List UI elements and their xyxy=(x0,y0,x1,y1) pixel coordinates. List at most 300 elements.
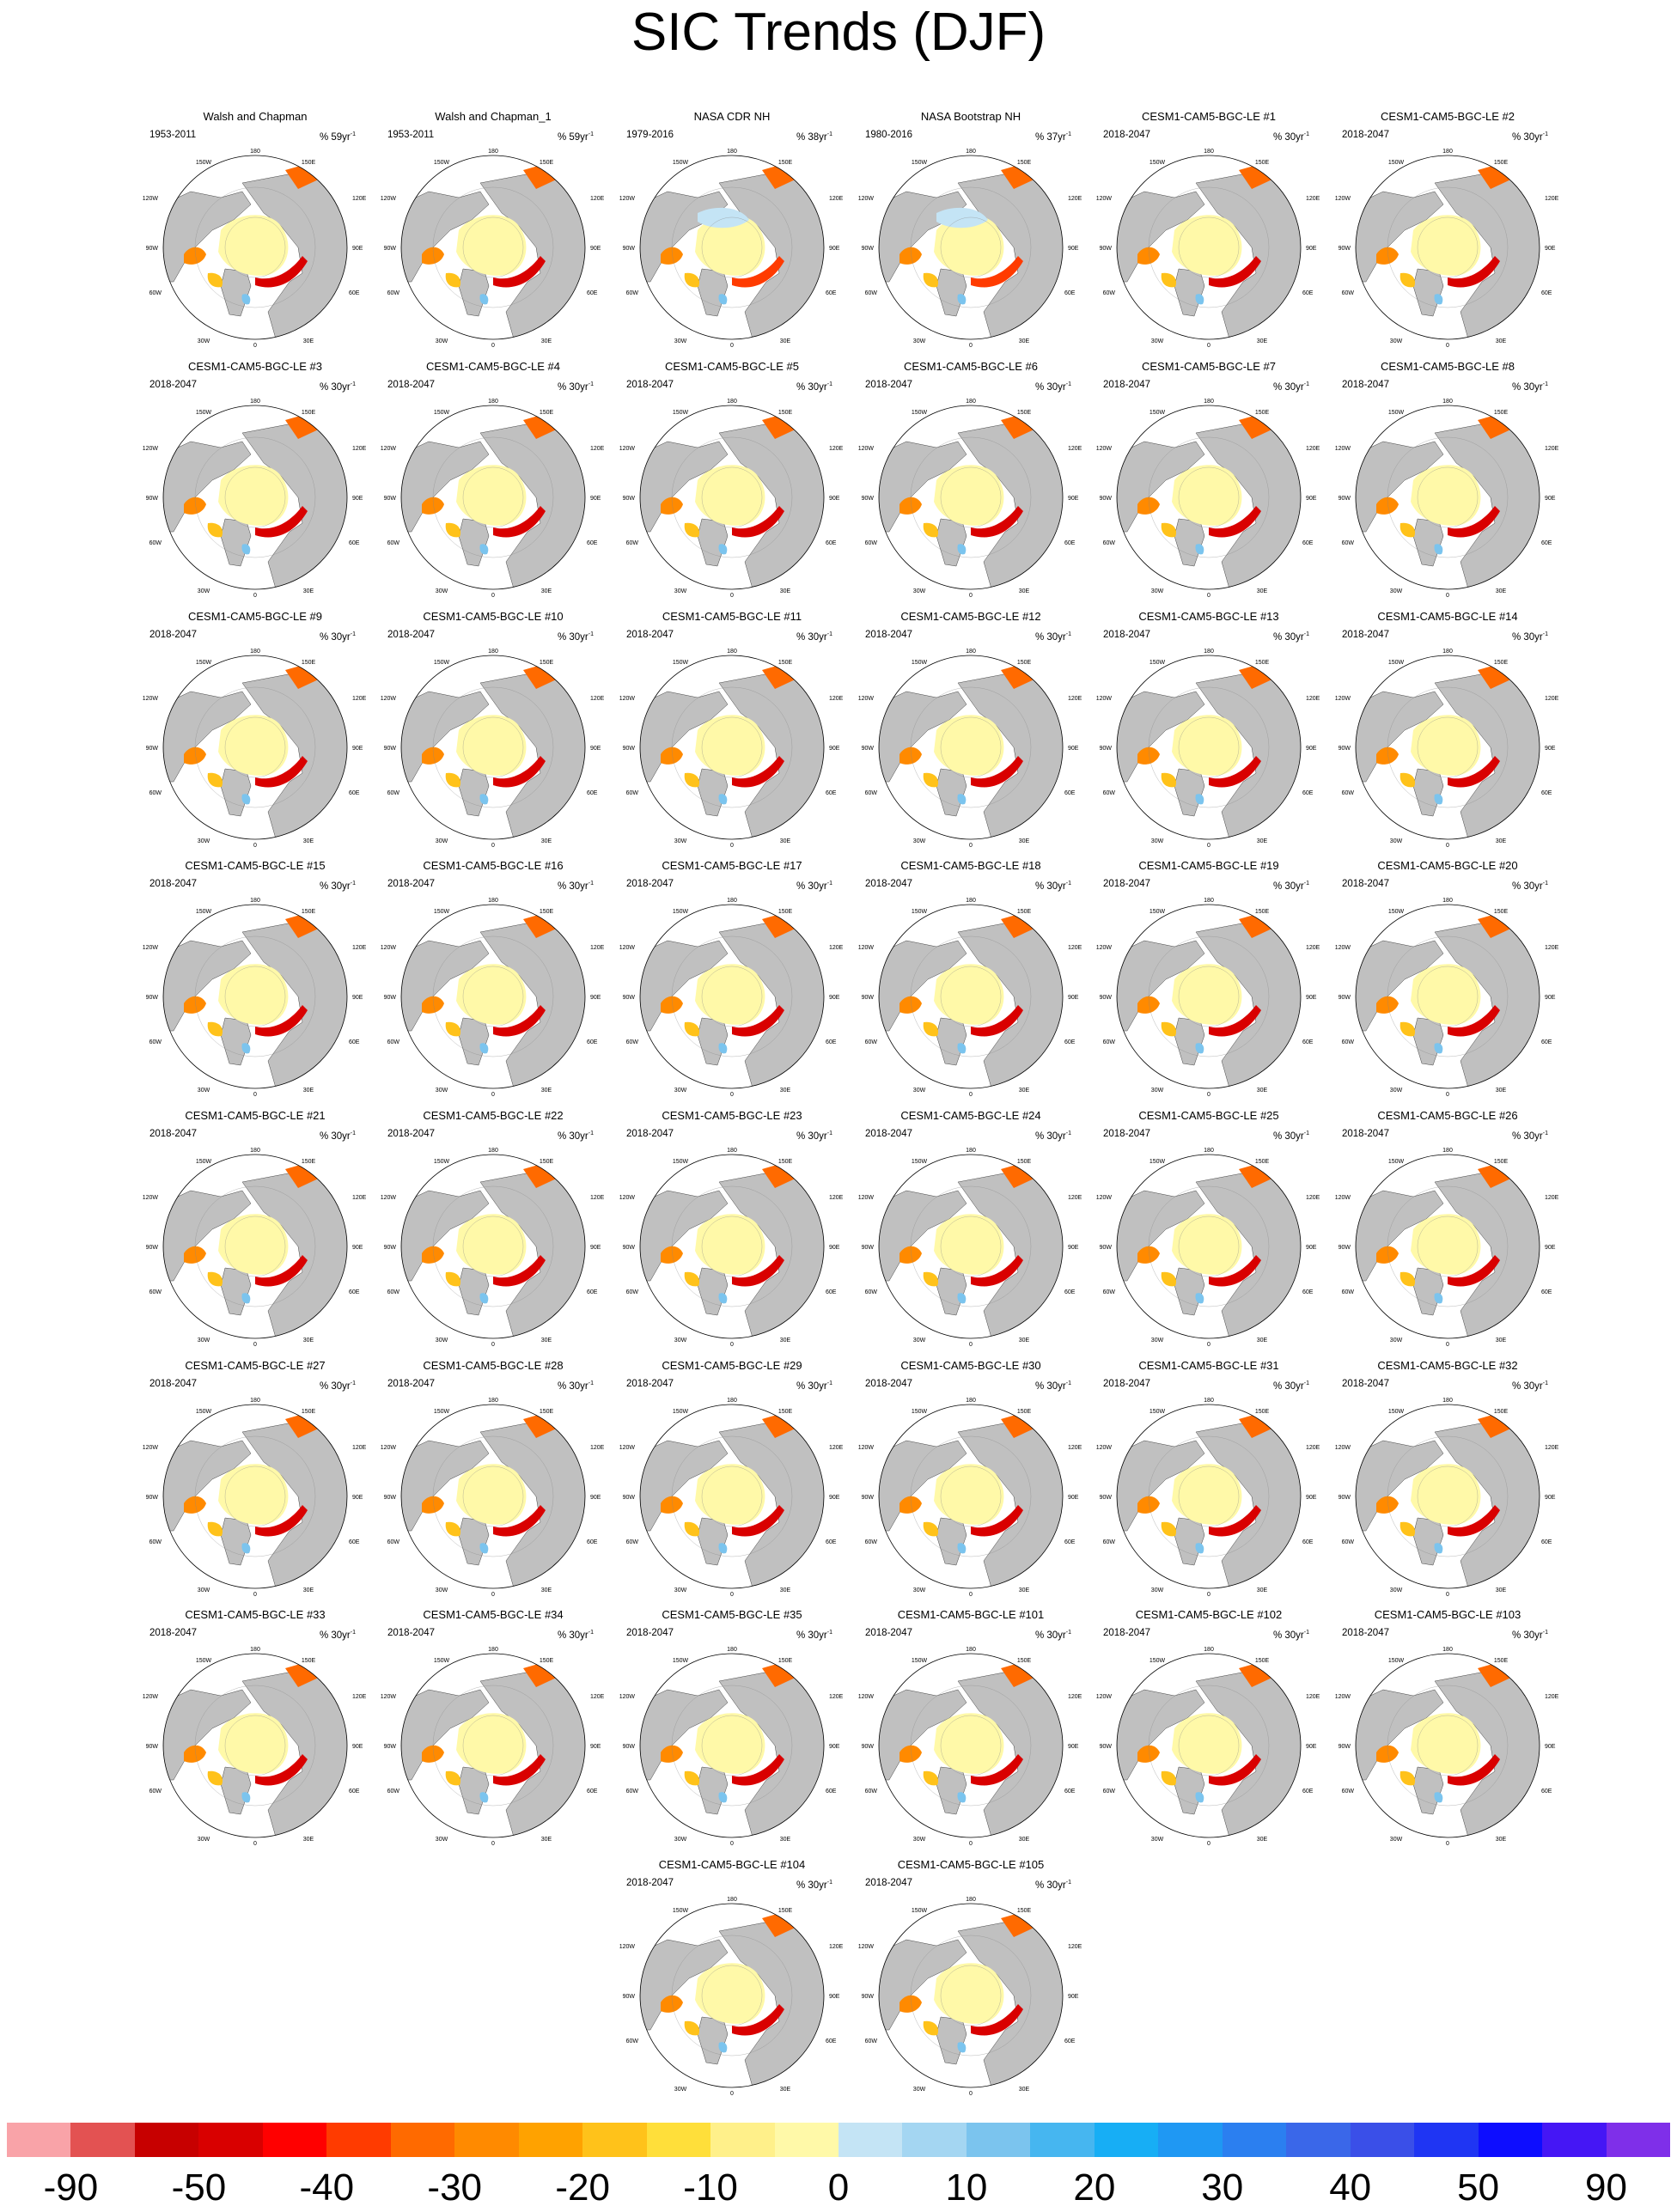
lon-label-120e: 120E xyxy=(1545,1195,1559,1201)
lon-label-180: 180 xyxy=(1442,1647,1453,1653)
map-panel xyxy=(139,859,371,1100)
lon-label-90w: 90W xyxy=(145,1744,158,1750)
lon-label-30w: 30W xyxy=(197,588,210,594)
map-panel xyxy=(616,110,848,350)
panel-period: 2018-2047 xyxy=(865,380,912,390)
panel-title: CESM1-CAM5-BGC-LE #7 xyxy=(1141,360,1277,373)
lon-label-30e: 30E xyxy=(779,1338,791,1344)
panel-period: 2018-2047 xyxy=(1103,1379,1150,1389)
polar-stereographic-map xyxy=(1332,110,1564,350)
panel-period: 2018-2047 xyxy=(1103,630,1150,640)
lon-label-30e: 30E xyxy=(779,2087,791,2093)
panel-units: % $37yr^{-1}$ xyxy=(1034,131,1071,143)
lon-label-0: 0 xyxy=(1446,1592,1449,1598)
lon-label-120e: 120E xyxy=(829,196,844,202)
lon-label-30e: 30E xyxy=(540,588,552,594)
panel-title: CESM1-CAM5-BGC-LE #23 xyxy=(662,1109,802,1122)
map-panel xyxy=(377,610,609,850)
lon-label-30e: 30E xyxy=(1256,338,1268,344)
lon-label-90e: 90E xyxy=(829,1245,840,1251)
lon-label-120w: 120W xyxy=(380,1445,396,1451)
lon-label-150e: 150E xyxy=(1254,660,1270,666)
lon-label-150w: 150W xyxy=(1387,1409,1405,1415)
lon-label-150e: 150E xyxy=(539,660,554,666)
lon-label-30e: 30E xyxy=(1495,588,1507,594)
lon-label-180: 180 xyxy=(250,898,260,904)
lon-label-120e: 120E xyxy=(829,1195,844,1201)
lon-label-60e: 60E xyxy=(1064,1039,1076,1045)
lon-label-90e: 90E xyxy=(1306,1245,1317,1251)
colorbar-label: -10 xyxy=(683,2166,738,2209)
lon-label-30e: 30E xyxy=(302,1837,314,1843)
map-panel xyxy=(139,610,371,850)
panel-units: % $30yr^{-1}$ xyxy=(1272,1130,1309,1142)
colorbar-swatch xyxy=(838,2123,903,2157)
lon-label-120w: 120W xyxy=(380,945,396,951)
panel-title: CESM1-CAM5-BGC-LE #18 xyxy=(900,859,1041,872)
polar-stereographic-map xyxy=(1332,1109,1564,1350)
colorbar-label: -40 xyxy=(299,2166,355,2209)
lon-label-60w: 60W xyxy=(1102,1039,1115,1045)
panel-title: CESM1-CAM5-BGC-LE #34 xyxy=(423,1608,564,1621)
lon-label-60w: 60W xyxy=(149,1039,162,1045)
lon-label-90w: 90W xyxy=(1338,1245,1351,1251)
map-panel xyxy=(1332,610,1564,850)
lon-label-30w: 30W xyxy=(197,1338,210,1344)
lon-label-60w: 60W xyxy=(1102,790,1115,796)
map-panel xyxy=(616,1109,848,1350)
lon-label-30e: 30E xyxy=(1256,1338,1268,1344)
panel-title: CESM1-CAM5-BGC-LE #12 xyxy=(900,610,1041,623)
lon-label-120e: 120E xyxy=(829,446,844,452)
panel-units: % $30yr^{-1}$ xyxy=(1272,1380,1309,1392)
lon-label-120w: 120W xyxy=(1095,945,1112,951)
lon-label-90w: 90W xyxy=(861,995,874,1001)
lon-label-120e: 120E xyxy=(352,945,367,951)
lon-label-90e: 90E xyxy=(1306,746,1317,752)
panel-title: CESM1-CAM5-BGC-LE #101 xyxy=(897,1608,1045,1621)
panel-units: % $30yr^{-1}$ xyxy=(1511,881,1548,892)
panel-units: % $30yr^{-1}$ xyxy=(1034,1880,1071,1891)
lon-label-90e: 90E xyxy=(590,1245,601,1251)
lon-label-120w: 120W xyxy=(619,1445,635,1451)
lon-label-30w: 30W xyxy=(435,338,448,344)
map-panel xyxy=(1332,1359,1564,1600)
panel-title: CESM1-CAM5-BGC-LE #4 xyxy=(425,360,561,373)
lon-label-180: 180 xyxy=(966,1897,976,1903)
colorbar-swatch xyxy=(519,2123,583,2157)
lon-label-60w: 60W xyxy=(387,540,399,546)
colorbar-label: 30 xyxy=(1201,2166,1244,2209)
lon-label-0: 0 xyxy=(730,2091,734,2097)
lon-label-180: 180 xyxy=(1204,1398,1214,1404)
map-panel xyxy=(377,360,609,600)
lon-label-30w: 30W xyxy=(1150,338,1164,344)
polar-stereographic-map xyxy=(616,1109,848,1350)
panel-period: 2018-2047 xyxy=(1342,130,1389,140)
lon-label-150w: 150W xyxy=(1387,160,1405,166)
lon-label-60w: 60W xyxy=(1341,1039,1354,1045)
lon-label-90w: 90W xyxy=(622,246,635,252)
lon-label-120e: 120E xyxy=(1306,1694,1320,1700)
lon-label-60w: 60W xyxy=(149,1788,162,1795)
lon-label-90w: 90W xyxy=(861,1245,874,1251)
lon-label-30w: 30W xyxy=(1389,588,1403,594)
lon-label-60e: 60E xyxy=(826,290,837,296)
lon-label-120w: 120W xyxy=(619,196,635,202)
polar-stereographic-map xyxy=(616,1359,848,1600)
lon-label-30w: 30W xyxy=(1389,1338,1403,1344)
panel-units: % $30yr^{-1}$ xyxy=(796,881,832,892)
lon-label-30w: 30W xyxy=(674,838,687,844)
lon-label-120e: 120E xyxy=(352,1694,367,1700)
colorbar-swatch xyxy=(263,2123,327,2157)
lon-label-0: 0 xyxy=(1446,1841,1449,1847)
lon-label-0: 0 xyxy=(1207,1342,1210,1348)
lon-label-150e: 150E xyxy=(778,1159,793,1165)
lon-label-150w: 150W xyxy=(195,160,212,166)
lon-label-90e: 90E xyxy=(829,1744,840,1750)
lon-label-60w: 60W xyxy=(149,1539,162,1545)
polar-stereographic-map xyxy=(139,110,371,350)
lon-label-90w: 90W xyxy=(1099,246,1112,252)
lon-label-90e: 90E xyxy=(352,246,363,252)
lon-label-30w: 30W xyxy=(912,338,926,344)
lon-label-120e: 120E xyxy=(1306,945,1320,951)
lon-label-30e: 30E xyxy=(1495,1088,1507,1094)
lon-label-0: 0 xyxy=(969,343,973,349)
lon-label-90e: 90E xyxy=(1545,995,1556,1001)
lon-label-180: 180 xyxy=(488,399,498,405)
lon-label-90w: 90W xyxy=(622,995,635,1001)
colorbar-swatch xyxy=(391,2123,455,2157)
panel-title: Walsh and Chapman_1 xyxy=(435,110,552,123)
polar-stereographic-map xyxy=(377,1608,609,1849)
polar-stereographic-map xyxy=(616,1608,848,1849)
lon-label-90e: 90E xyxy=(829,1495,840,1501)
lon-label-120e: 120E xyxy=(590,1195,605,1201)
map-panel xyxy=(1093,110,1325,350)
lon-label-30w: 30W xyxy=(674,588,687,594)
polar-stereographic-map xyxy=(616,859,848,1100)
lon-label-90w: 90W xyxy=(145,995,158,1001)
panel-period: 2018-2047 xyxy=(865,1628,912,1638)
colorbar-label: -30 xyxy=(427,2166,483,2209)
lon-label-60w: 60W xyxy=(1341,1539,1354,1545)
lon-label-60e: 60E xyxy=(1064,2038,1076,2044)
lon-label-90e: 90E xyxy=(1068,246,1079,252)
map-panel xyxy=(616,610,848,850)
lon-label-60w: 60W xyxy=(1102,290,1115,296)
lon-label-120e: 120E xyxy=(1068,1694,1082,1700)
panel-period: 2018-2047 xyxy=(626,1628,674,1638)
panel-units: % $30yr^{-1}$ xyxy=(1511,381,1548,393)
lon-label-150e: 150E xyxy=(1254,160,1270,166)
lon-label-180: 180 xyxy=(727,1148,737,1154)
lon-label-90w: 90W xyxy=(383,995,396,1001)
lon-label-120e: 120E xyxy=(1068,945,1082,951)
lon-label-150e: 150E xyxy=(1016,1658,1032,1664)
lon-label-120w: 120W xyxy=(857,1445,874,1451)
lon-label-60e: 60E xyxy=(826,1788,837,1795)
lon-label-120e: 120E xyxy=(352,1445,367,1451)
lon-label-180: 180 xyxy=(250,1398,260,1404)
panel-title: CESM1-CAM5-BGC-LE #3 xyxy=(187,360,323,373)
lon-label-120e: 120E xyxy=(1545,196,1559,202)
map-panel xyxy=(1093,1109,1325,1350)
lon-label-30e: 30E xyxy=(302,338,314,344)
lon-label-150e: 150E xyxy=(1254,1409,1270,1415)
lon-label-90e: 90E xyxy=(1068,1495,1079,1501)
lon-label-90w: 90W xyxy=(145,1495,158,1501)
lon-label-30e: 30E xyxy=(540,1088,552,1094)
polar-stereographic-map xyxy=(1093,1359,1325,1600)
lon-label-0: 0 xyxy=(1207,593,1210,599)
lon-label-30e: 30E xyxy=(779,1088,791,1094)
polar-stereographic-map xyxy=(139,1359,371,1600)
lon-label-150w: 150W xyxy=(911,1908,928,1914)
lon-label-150e: 150E xyxy=(1016,410,1032,416)
lon-label-120w: 120W xyxy=(857,1195,874,1201)
lon-label-30e: 30E xyxy=(1495,1587,1507,1593)
lon-label-150w: 150W xyxy=(911,1159,928,1165)
panel-title: CESM1-CAM5-BGC-LE #19 xyxy=(1138,859,1279,872)
lon-label-60e: 60E xyxy=(587,1539,598,1545)
lon-label-150e: 150E xyxy=(301,1658,316,1664)
polar-stereographic-map xyxy=(616,610,848,850)
panel-title: CESM1-CAM5-BGC-LE #25 xyxy=(1138,1109,1279,1122)
lon-label-90e: 90E xyxy=(1068,1994,1079,2000)
lon-label-120w: 120W xyxy=(857,196,874,202)
lon-label-120e: 120E xyxy=(829,1445,844,1451)
lon-label-30w: 30W xyxy=(197,338,210,344)
lon-label-120w: 120W xyxy=(380,196,396,202)
lon-label-60w: 60W xyxy=(864,290,877,296)
panel-units: % $30yr^{-1}$ xyxy=(1511,1630,1548,1641)
lon-label-30e: 30E xyxy=(1018,1338,1030,1344)
polar-stereographic-map xyxy=(1093,859,1325,1100)
lon-label-150e: 150E xyxy=(301,909,316,915)
polar-stereographic-map xyxy=(855,1858,1087,2099)
polar-stereographic-map xyxy=(377,360,609,600)
panel-units: % $30yr^{-1}$ xyxy=(796,1630,832,1641)
lon-label-90w: 90W xyxy=(622,1245,635,1251)
lon-label-90w: 90W xyxy=(622,496,635,502)
lon-label-60e: 60E xyxy=(1064,290,1076,296)
map-panel xyxy=(616,360,848,600)
lon-label-150w: 150W xyxy=(195,410,212,416)
panel-period: 2018-2047 xyxy=(1342,630,1389,640)
lon-label-30w: 30W xyxy=(912,838,926,844)
lon-label-90w: 90W xyxy=(383,246,396,252)
lon-label-150w: 150W xyxy=(672,1159,689,1165)
panel-title: CESM1-CAM5-BGC-LE #105 xyxy=(897,1858,1045,1871)
panel-period: 2018-2047 xyxy=(626,630,674,640)
panel-title: CESM1-CAM5-BGC-LE #31 xyxy=(1138,1359,1279,1372)
polar-stereographic-map xyxy=(616,1858,848,2099)
lon-label-30e: 30E xyxy=(1018,2087,1030,2093)
lon-label-150w: 150W xyxy=(672,1658,689,1664)
lon-label-150e: 150E xyxy=(1254,909,1270,915)
panel-period: 2018-2047 xyxy=(626,380,674,390)
lon-label-60w: 60W xyxy=(1341,1788,1354,1795)
lon-label-30w: 30W xyxy=(1389,1088,1403,1094)
colorbar-label: 90 xyxy=(1585,2166,1627,2209)
lon-label-30e: 30E xyxy=(1495,1338,1507,1344)
lon-label-30e: 30E xyxy=(779,338,791,344)
lon-label-90e: 90E xyxy=(829,246,840,252)
lon-label-0: 0 xyxy=(253,843,257,849)
lon-label-0: 0 xyxy=(253,1342,257,1348)
lon-label-120e: 120E xyxy=(1306,446,1320,452)
lon-label-150w: 150W xyxy=(195,660,212,666)
panel-units: % $30yr^{-1}$ xyxy=(796,381,832,393)
map-panel xyxy=(1332,1608,1564,1849)
lon-label-150w: 150W xyxy=(911,660,928,666)
polar-stereographic-map xyxy=(139,610,371,850)
lon-label-60w: 60W xyxy=(864,2038,877,2044)
lon-label-30e: 30E xyxy=(1018,1837,1030,1843)
lon-label-120w: 120W xyxy=(1334,196,1351,202)
lon-label-90e: 90E xyxy=(1306,1495,1317,1501)
lon-label-90e: 90E xyxy=(829,1994,840,2000)
panel-units: % $30yr^{-1}$ xyxy=(319,881,356,892)
panel-units: % $30yr^{-1}$ xyxy=(796,1880,832,1891)
figure-title: SIC Trends (DJF) xyxy=(631,3,1046,62)
colorbar-swatch xyxy=(710,2123,775,2157)
lon-label-60w: 60W xyxy=(387,1539,399,1545)
lon-label-90w: 90W xyxy=(1099,1495,1112,1501)
lon-label-180: 180 xyxy=(1442,649,1453,655)
lon-label-90w: 90W xyxy=(383,1495,396,1501)
lon-label-30e: 30E xyxy=(1256,588,1268,594)
map-panel xyxy=(377,1109,609,1350)
lon-label-120w: 120W xyxy=(1334,1445,1351,1451)
map-panel xyxy=(616,1359,848,1600)
lon-label-180: 180 xyxy=(250,1148,260,1154)
lon-label-120e: 120E xyxy=(352,696,367,702)
polar-stereographic-map xyxy=(1093,1109,1325,1350)
panel-period: 2018-2047 xyxy=(387,1628,435,1638)
map-panel xyxy=(139,1359,371,1600)
lon-label-60w: 60W xyxy=(864,790,877,796)
colorbar-swatch xyxy=(1542,2123,1607,2157)
colorbar-swatch xyxy=(1095,2123,1159,2157)
lon-label-30w: 30W xyxy=(197,838,210,844)
lon-label-0: 0 xyxy=(730,843,734,849)
lon-label-150e: 150E xyxy=(1493,1159,1509,1165)
polar-stereographic-map xyxy=(855,1109,1087,1350)
panel-period: 2018-2047 xyxy=(1342,1628,1389,1638)
lon-label-120e: 120E xyxy=(590,945,605,951)
colorbar-swatch xyxy=(135,2123,199,2157)
polar-stereographic-map xyxy=(616,110,848,350)
lon-label-90e: 90E xyxy=(590,746,601,752)
lon-label-60w: 60W xyxy=(387,1039,399,1045)
lon-label-30e: 30E xyxy=(540,338,552,344)
panel-title: CESM1-CAM5-BGC-LE #9 xyxy=(187,610,323,623)
lon-label-60w: 60W xyxy=(1341,290,1354,296)
lon-label-90w: 90W xyxy=(1338,1744,1351,1750)
lon-label-0: 0 xyxy=(253,1592,257,1598)
lon-label-120w: 120W xyxy=(1334,446,1351,452)
panel-title: CESM1-CAM5-BGC-LE #6 xyxy=(903,360,1039,373)
lon-label-90w: 90W xyxy=(1338,246,1351,252)
panel-title: NASA Bootstrap NH xyxy=(920,110,1021,123)
panel-units: % $30yr^{-1}$ xyxy=(796,1380,832,1392)
lon-label-120e: 120E xyxy=(352,196,367,202)
map-panel xyxy=(1093,1359,1325,1600)
lon-label-150w: 150W xyxy=(672,909,689,915)
lon-label-120e: 120E xyxy=(352,1195,367,1201)
lon-label-120w: 120W xyxy=(1095,1445,1112,1451)
polar-stereographic-map xyxy=(1332,859,1564,1100)
panel-title: CESM1-CAM5-BGC-LE #102 xyxy=(1135,1608,1283,1621)
lon-label-30e: 30E xyxy=(302,1338,314,1344)
lon-label-30w: 30W xyxy=(1389,838,1403,844)
lon-label-60e: 60E xyxy=(826,2038,837,2044)
lon-label-60e: 60E xyxy=(1302,1289,1314,1295)
lon-label-90w: 90W xyxy=(622,1994,635,2000)
lon-label-180: 180 xyxy=(966,149,976,155)
lon-label-180: 180 xyxy=(1204,399,1214,405)
lon-label-120w: 120W xyxy=(142,196,158,202)
lon-label-90e: 90E xyxy=(352,1245,363,1251)
polar-stereographic-map xyxy=(855,610,1087,850)
lon-label-120e: 120E xyxy=(1068,196,1082,202)
colorbar-swatch xyxy=(1479,2123,1543,2157)
lon-label-120e: 120E xyxy=(1545,696,1559,702)
lon-label-60e: 60E xyxy=(1541,1539,1552,1545)
lon-label-90e: 90E xyxy=(829,995,840,1001)
lon-label-180: 180 xyxy=(966,1647,976,1653)
lon-label-30e: 30E xyxy=(1018,1088,1030,1094)
lon-label-90e: 90E xyxy=(590,1495,601,1501)
lon-label-180: 180 xyxy=(488,149,498,155)
lon-label-0: 0 xyxy=(1446,1342,1449,1348)
lon-label-120w: 120W xyxy=(857,1944,874,1950)
lon-label-30w: 30W xyxy=(197,1837,210,1843)
lon-label-90e: 90E xyxy=(590,496,601,502)
lon-label-60w: 60W xyxy=(1341,790,1354,796)
lon-label-90w: 90W xyxy=(861,246,874,252)
colorbar-label: 20 xyxy=(1073,2166,1116,2209)
map-panel xyxy=(139,1608,371,1849)
lon-label-150w: 150W xyxy=(195,1658,212,1664)
lon-label-60e: 60E xyxy=(1064,790,1076,796)
lon-label-0: 0 xyxy=(730,1592,734,1598)
lon-label-0: 0 xyxy=(1207,343,1210,349)
lon-label-180: 180 xyxy=(966,1148,976,1154)
lon-label-180: 180 xyxy=(1204,1647,1214,1653)
lon-label-90e: 90E xyxy=(1306,1744,1317,1750)
lon-label-30w: 30W xyxy=(435,1837,448,1843)
lon-label-60w: 60W xyxy=(625,1289,638,1295)
colorbar-swatch xyxy=(1351,2123,1415,2157)
lon-label-120w: 120W xyxy=(619,1195,635,1201)
panel-period: 2018-2047 xyxy=(626,1878,674,1888)
panel-units: % $30yr^{-1}$ xyxy=(319,1380,356,1392)
colorbar-swatch xyxy=(70,2123,135,2157)
panel-period: 1979-2016 xyxy=(626,130,674,140)
map-panel xyxy=(855,1109,1087,1350)
lon-label-60e: 60E xyxy=(1541,790,1552,796)
lon-label-60w: 60W xyxy=(387,790,399,796)
lon-label-60e: 60E xyxy=(349,1289,360,1295)
lon-label-90w: 90W xyxy=(1338,496,1351,502)
panel-units: % $30yr^{-1}$ xyxy=(557,631,594,643)
polar-stereographic-map xyxy=(377,859,609,1100)
